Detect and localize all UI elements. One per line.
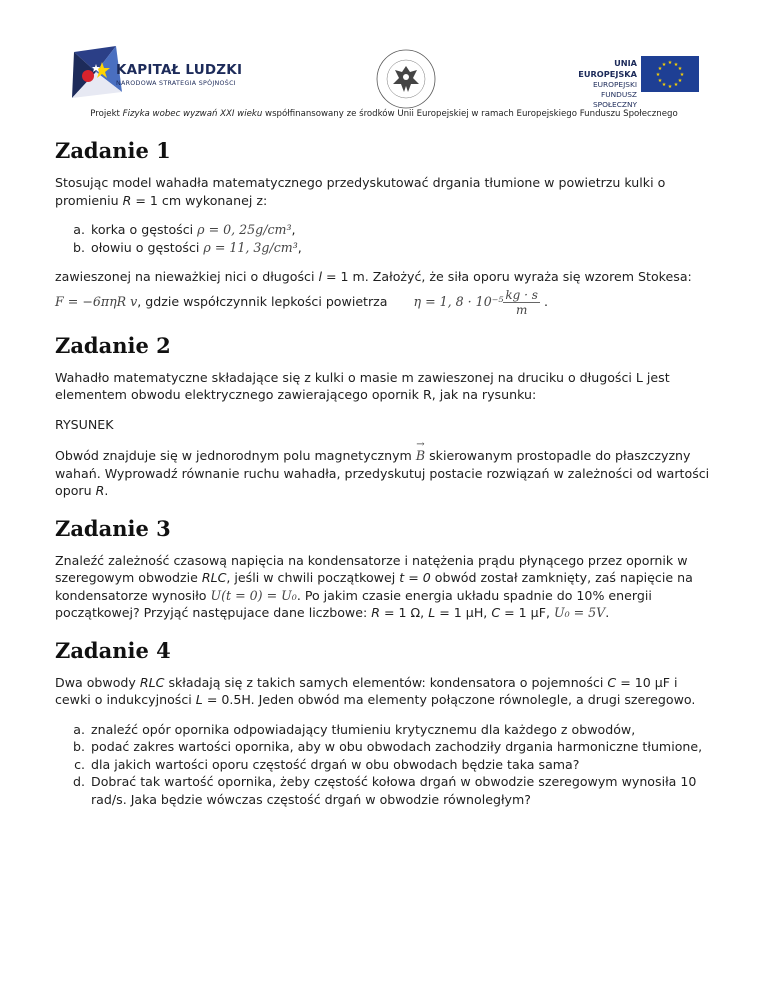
kapital-ludzki-title: KAPITAŁ LUDZKI	[116, 62, 243, 78]
task-1-formula-line: F = −6πηR v, gdzie współczynnik lepkości powietrza η = 1, 8 · 10⁻⁵ $\frac{kg \cdot s}{m}$ .	[55, 287, 548, 317]
eu-text-block	[555, 58, 637, 110]
rlc-symbol: RLC	[139, 674, 165, 690]
magnetic-field-symbol: → B	[416, 447, 425, 465]
project-suffix: współfinansowany ze środków Unii Europejskiej w ramach Europejskiego Funduszu Społecznego	[262, 109, 678, 119]
inductance-symbol: L	[428, 605, 436, 620]
task-1-intro-text: Stosując model wahadła matematycznego przedyskutować drgania tłumione w powietrzu kulki o promieniu	[55, 175, 666, 208]
task-1-stokes-text: = 1 m. Założyć, że siła oporu wyraża się wzorem Stokesa:	[321, 269, 692, 284]
task-2-intro: Wahadło matematyczne składające się z kulki o masie m zawieszonej na druciku o długości L jest elementem obwodu elektrycznego zawierającego opornik R, jak na rysunku:	[55, 369, 670, 402]
resistance-value: = 1 Ω,	[379, 605, 429, 620]
capacitance-symbol: C	[607, 674, 617, 690]
task-3-text-c: obwód został zamknięty, zaś napięcie na kondensatorze wynosiło	[55, 570, 693, 603]
project-prefix: Projekt	[90, 109, 123, 119]
eu-flag-icon	[641, 56, 699, 92]
resistance-symbol: R	[371, 605, 380, 620]
item-b-text: ołowiu o gęstości	[91, 239, 204, 255]
voltage-value-formula: U₀ = 5V	[553, 605, 606, 620]
viscosity-formula: η = 1, 8 · 10⁻⁵	[413, 293, 504, 309]
task-4-text-b: składają się z takich samych elementów: kondensatora o pojemności	[164, 674, 608, 690]
svg-text:★: ★	[655, 72, 661, 78]
viscosity-unit	[503, 288, 540, 317]
project-name: Fizyka wobec wyzwań XXI wieku	[122, 109, 263, 119]
rlc-symbol: RLC	[201, 570, 227, 585]
initial-time: t = 0	[399, 570, 431, 585]
capacitance-symbol: C	[491, 605, 501, 620]
task-1-intro-end: = 1 cm wykonanej z:	[131, 192, 268, 208]
svg-text:★: ★	[677, 78, 683, 84]
viscosity-text: , gdzie współczynnik lepkości powietrza	[137, 293, 388, 309]
svg-text:★: ★	[657, 78, 663, 84]
task-4-text-a: Dwa obwody	[55, 674, 140, 690]
task-1-title: Zadanie 1	[55, 138, 171, 163]
task-2-period: .	[104, 483, 109, 498]
task-4-title: Zadanie 4	[55, 637, 171, 663]
list-item: a. korka o gęstości ρ = 0, 25g/cm³,	[89, 221, 715, 239]
svg-text:★: ★	[661, 82, 667, 88]
task-3-period: .	[605, 605, 610, 620]
list-item: c. dla jakich wartości oporu częstość drgań w obu obwodach będzie taka sama?	[89, 756, 715, 774]
task-3-body	[55, 552, 715, 622]
svg-text:★: ★	[673, 82, 679, 88]
university-seal	[375, 48, 437, 110]
eu-line-1: EUROPEJSKI	[592, 80, 637, 89]
task-2-title: Zadanie 2	[55, 332, 171, 358]
list-item: b. podać zakres wartości opornika, aby w obu obwodach zachodziły drgania harmoniczne tłumione,	[89, 738, 715, 756]
task-3-text-b: , jeśli w chwili początkowej	[226, 570, 400, 585]
task-4-questions	[55, 721, 715, 809]
item-a-text: korka o gęstości	[91, 222, 198, 237]
length-symbol: l	[318, 269, 322, 284]
document-body	[55, 132, 715, 808]
stokes-formula: F = −6πηR v	[55, 293, 138, 309]
viscosity-unit-denominator: m	[515, 302, 528, 317]
eu-title: UNIA EUROPEJSKA	[578, 58, 637, 79]
svg-text:★: ★	[677, 66, 683, 72]
task-4-text-c: = 10 µF i cewki o indukcyjności	[55, 674, 678, 707]
task-3-title: Zadanie 3	[55, 515, 171, 541]
figure-placeholder: RYSUNEK	[55, 416, 114, 432]
density-lead-formula: ρ = 11, 3g/cm³	[203, 239, 298, 255]
task-1-stokes	[55, 268, 715, 286]
svg-text:★: ★	[679, 72, 685, 78]
task-4-text-d: = 0.5H. Jeden obwód ma elementy połączone równolegle, a drugi szeregowo.	[202, 692, 696, 707]
inductance-symbol: L	[195, 692, 203, 707]
density-cork-formula: ρ = 0, 25g/cm³	[197, 222, 292, 237]
list-item: a. znaleźć opór opornika odpowiadający tłumieniu krytycznemu dla każdego z obwodów,	[89, 721, 715, 739]
svg-text:★: ★	[673, 62, 679, 68]
svg-text:★: ★	[657, 66, 663, 72]
task-1-thread-text: zawieszonej na nieważkiej nici o długości	[55, 269, 319, 284]
task-1-intro	[55, 174, 715, 209]
list-item: b. ołowiu o gęstości ρ = 11, 3g/cm³,	[89, 239, 715, 257]
capacitance-value: = 1 µF,	[500, 605, 554, 620]
task-1-materials	[55, 221, 715, 256]
eu-line-2: FUNDUSZ SPOŁECZNY	[592, 90, 637, 109]
task-2-body-text: skierowanym prostopadle do płaszczyzny wahań. Wyprowadź równanie ruchu wahadła, przedyskutuj postacie rozwiązań w zależności od wartości oporu	[55, 448, 710, 498]
radius-symbol: R	[122, 192, 132, 208]
task-2-field-text: Obwód znajduje się w jednorodnym polu magnetycznym	[55, 448, 416, 463]
initial-voltage-formula: U(t = 0) = U₀	[210, 587, 297, 603]
project-note	[0, 109, 768, 119]
task-3-text-d: . Po jakim czasie energia układu spadnie do 10% energii początkowej? Przyjąć następujace dane liczbowe:	[55, 587, 652, 620]
page-header	[0, 0, 768, 130]
task-3-text-a: Znaleźć zależność czasową napięcia na kondensatorze i natężenia prądu płynącego przez opornik w szeregowym obwodzie	[55, 552, 688, 585]
kapital-ludzki-subtitle: NARODOWA STRATEGIA SPÓJNOŚCI	[116, 80, 236, 87]
task-4-intro	[55, 674, 715, 709]
viscosity-unit-numerator: kg · s	[505, 287, 538, 302]
inductance-value: = 1 µH,	[435, 605, 492, 620]
svg-text:★: ★	[667, 60, 673, 66]
list-item: d. Dobrać tak wartość opornika, żeby częstość kołowa drgań w obwodzie szeregowym wynosiła 10 rad/s. Jaka będzie wówczas częstość drgań w obwodzie równoległym?	[89, 773, 715, 808]
svg-text:★: ★	[667, 84, 673, 90]
svg-text:★: ★	[661, 62, 667, 68]
resistance-symbol: R	[95, 483, 105, 498]
task-2-body	[55, 447, 715, 500]
